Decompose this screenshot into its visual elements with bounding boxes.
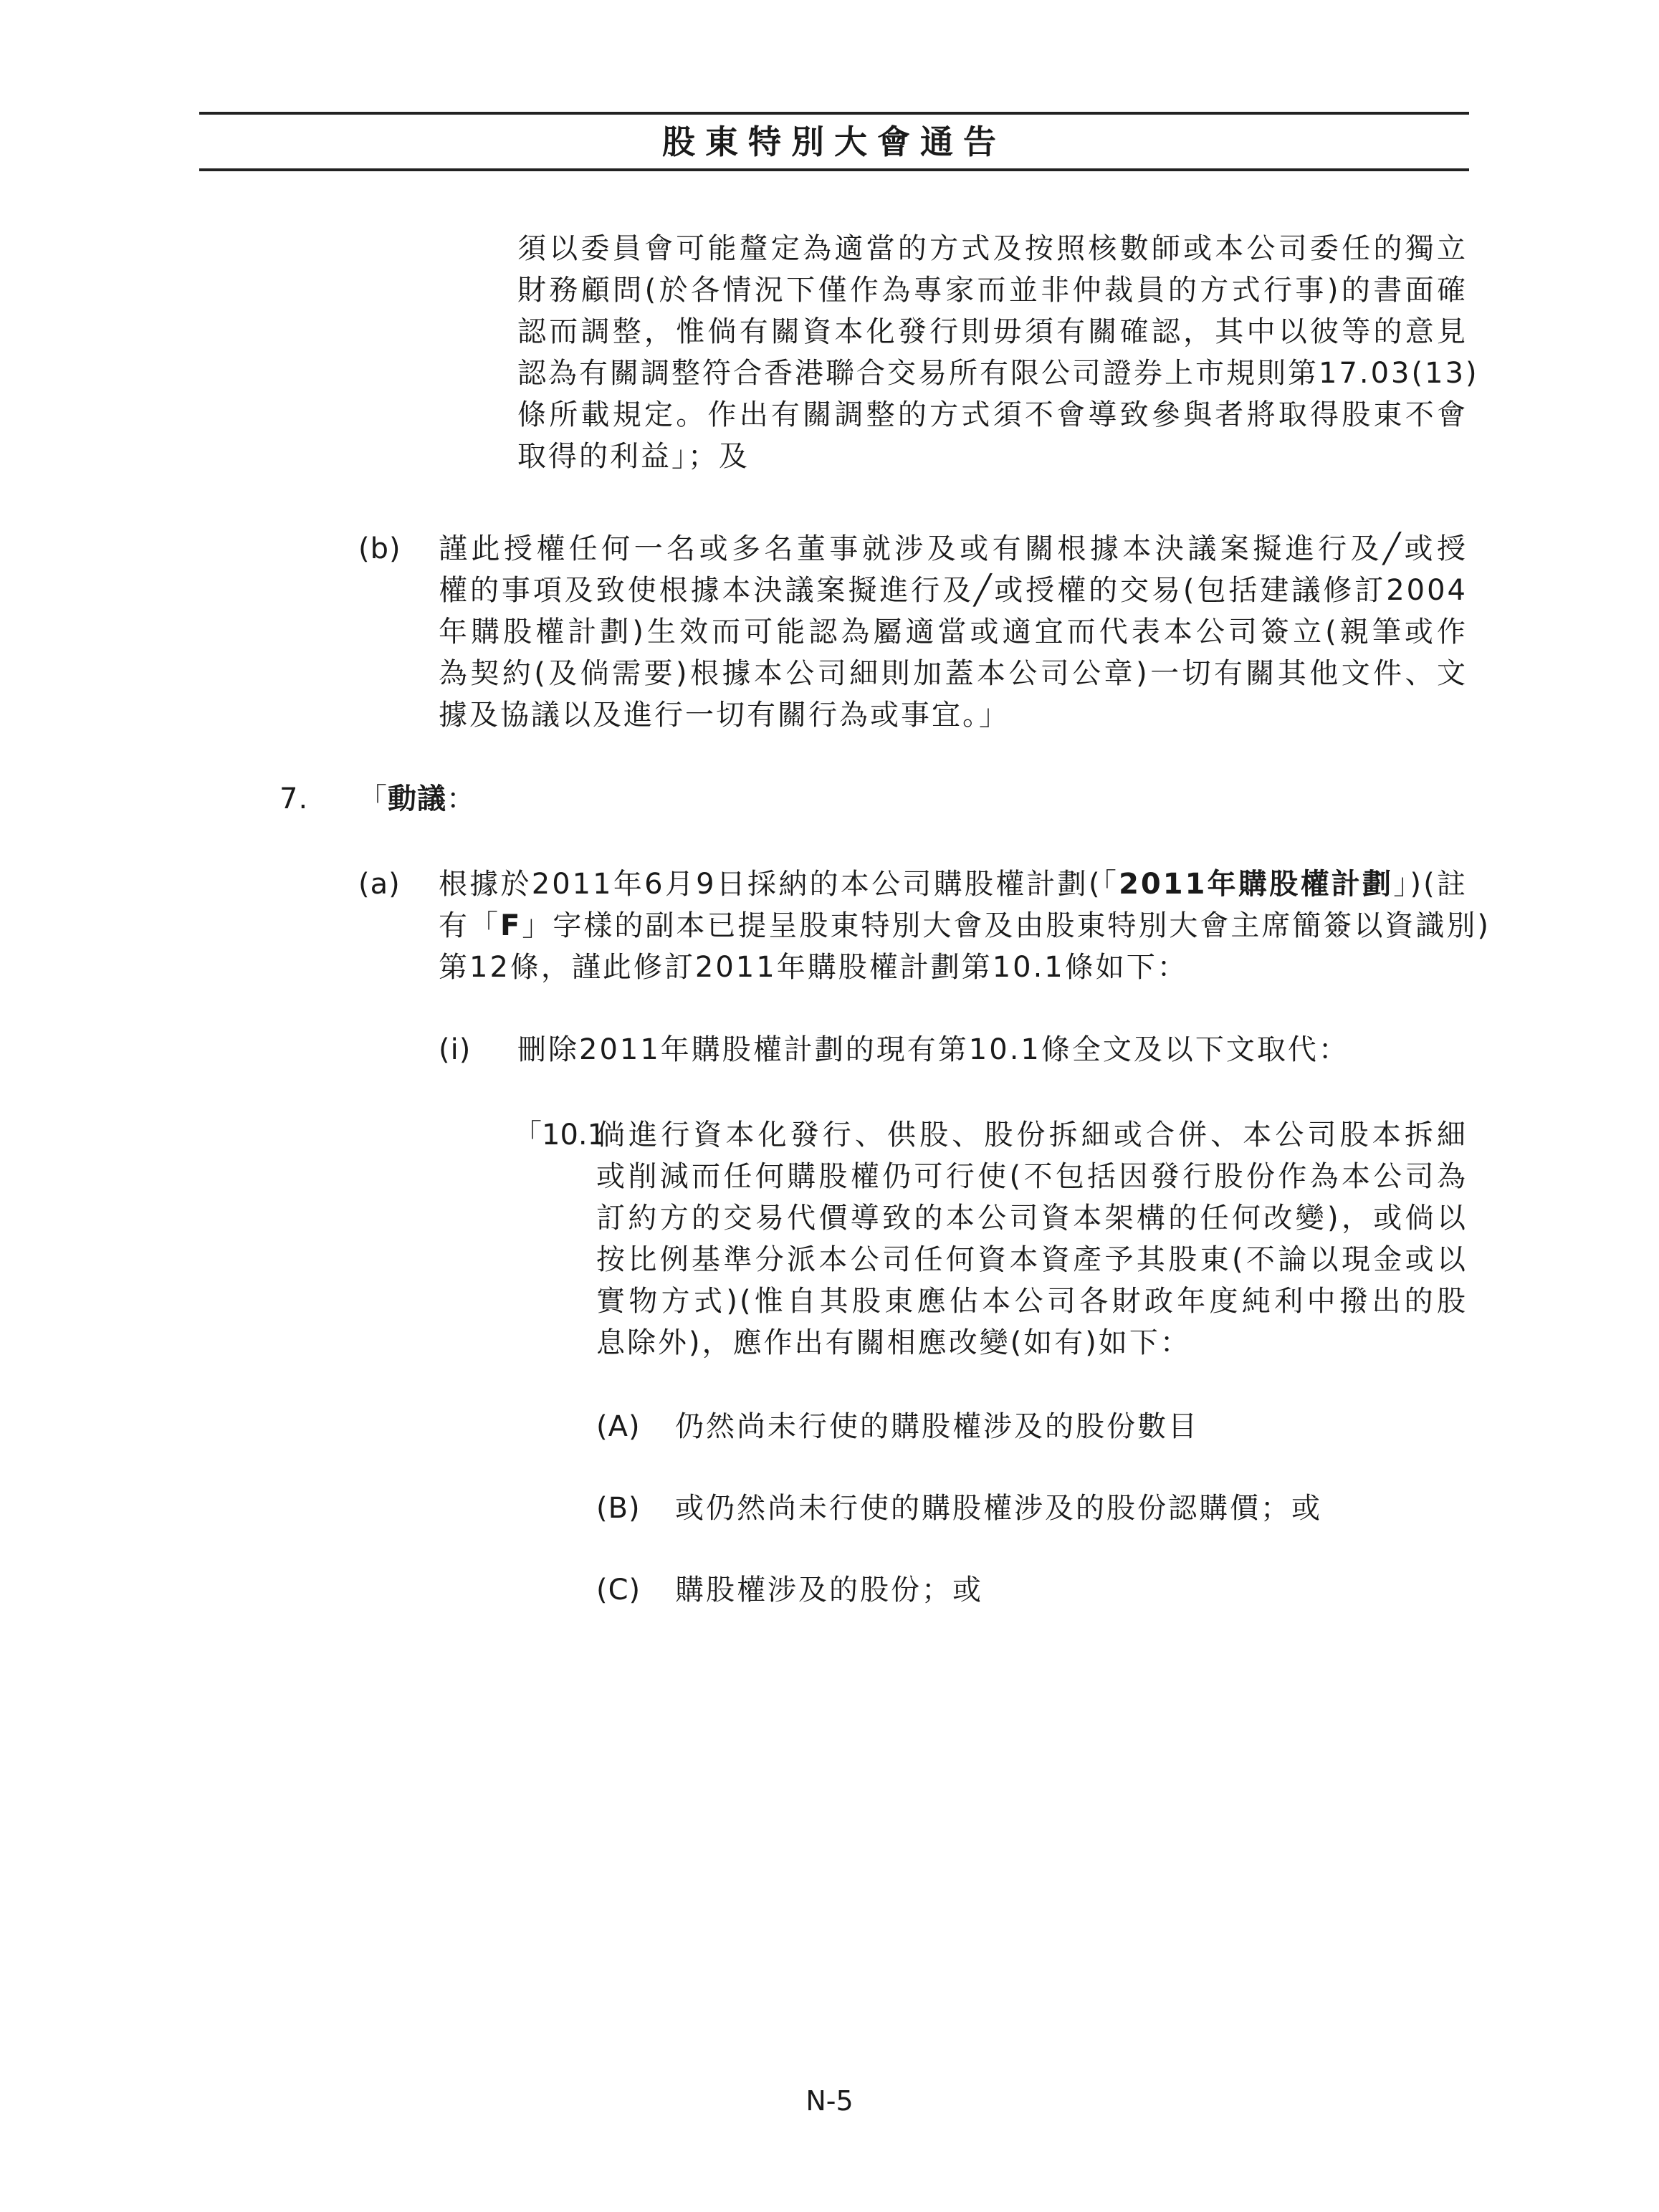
text-line <box>439 905 1491 947</box>
text-line: 認而調整，惟倘有關資本化發行則毋須有關確認，其中以彼等的意見 <box>517 315 1468 348</box>
sub-item-c-text: 購股權涉及的股份；或 <box>675 1574 983 1607</box>
item-b-paragraph <box>439 528 1468 736</box>
clause-10-1-paragraph <box>596 1114 1468 1364</box>
text-run: 」)(註 <box>1393 868 1468 901</box>
text-line: 年購股權計劃)生效而可能認為屬適當或適宜而代表本公司簽立(親筆或作 <box>439 616 1468 648</box>
page-header-title: 股東特別大會通告 <box>662 123 1006 161</box>
sub-item-a-label: (A) <box>596 1410 641 1443</box>
colon: ： <box>446 782 476 815</box>
text-run: 有「 <box>439 909 500 942</box>
sub-item-b-text: 或仍然尚未行使的購股權涉及的股份認購價；或 <box>675 1492 1322 1525</box>
defined-term: F <box>500 909 522 942</box>
text-line: 或削減而任何購股權仍可行使(不包括因發行股份作為本公司為 <box>596 1160 1468 1193</box>
text-line: 據及協議以及進行一切有關行為或事宜。」 <box>439 699 1010 732</box>
text-line: 實物方式)(惟自其股東應佔本公司各財政年度純利中撥出的股 <box>596 1285 1468 1318</box>
text-line: 取得的利益」；及 <box>517 440 750 473</box>
text-run: 根據於2011年6月9日採納的本公司購股權計劃(「 <box>439 868 1119 901</box>
text-line: 為契約(及倘需要)根據本公司細則加蓋本公司公章)一切有關其他文件、文 <box>439 657 1468 690</box>
item-b-label: (b) <box>358 532 401 565</box>
resolution-title: 動議 <box>388 782 446 815</box>
item-a-paragraph <box>439 863 1491 988</box>
defined-term: 2011年購股權計劃 <box>1119 868 1394 901</box>
sub-item-b-label: (B) <box>596 1492 641 1525</box>
text-line: 倘進行資本化發行、供股、股份拆細或合併、本公司股本拆細 <box>596 1119 1468 1152</box>
continuation-paragraph <box>517 228 1479 477</box>
header-top-rule <box>199 112 1469 115</box>
text-line: 財務顧問(於各情況下僅作為專家而並非仲裁員的方式行事)的書面確 <box>517 274 1468 307</box>
text-line: 認為有關調整符合香港聯合交易所有限公司證券上市規則第17.03(13) <box>517 357 1479 390</box>
text-line: 條所載規定。作出有關調整的方式須不會導致參與者將取得股東不會 <box>517 398 1468 431</box>
text-line: 訂約方的交易代價導致的本公司資本架構的任何改變)，或倘以 <box>596 1202 1468 1235</box>
item-a-label: (a) <box>358 868 401 901</box>
header-bottom-rule <box>199 168 1469 171</box>
resolution-heading <box>358 778 476 820</box>
sub-item-a-text: 仍然尚未行使的購股權涉及的股份數目 <box>675 1410 1199 1443</box>
text-line: 刪除2011年購股權計劃的現有第10.1條全文及以下文取代： <box>517 1033 1349 1066</box>
sub-item-c-label: (C) <box>596 1574 641 1607</box>
text-run: 」字樣的副本已提呈股東特別大會及由股東特別大會主席簡簽以資識別) <box>522 909 1491 942</box>
text-line: 謹此授權任何一名或多名董事就涉及或有關根據本決議案擬進行及╱或授 <box>439 532 1468 565</box>
text-line <box>439 863 1468 905</box>
page-number: N-5 <box>805 2085 854 2117</box>
item-i-label: (i) <box>439 1033 472 1066</box>
clause-number: 「10.1 <box>513 1119 606 1152</box>
item-i-paragraph <box>517 1029 1468 1071</box>
text-line: 按比例基準分派本公司任何資本資產予其股東(不論以現金或以 <box>596 1243 1468 1276</box>
open-quote: 「 <box>358 782 388 815</box>
text-line: 第12條，謹此修訂2011年購股權計劃第10.1條如下： <box>439 951 1188 984</box>
text-line: 權的事項及致使根據本決議案擬進行及╱或授權的交易(包括建議修訂2004 <box>439 574 1468 607</box>
text-line: 息除外)，應作出有關相應改變(如有)如下： <box>596 1326 1191 1359</box>
resolution-number: 7. <box>279 782 309 815</box>
text-line: 須以委員會可能釐定為適當的方式及按照核數師或本公司委任的獨立 <box>517 232 1468 265</box>
